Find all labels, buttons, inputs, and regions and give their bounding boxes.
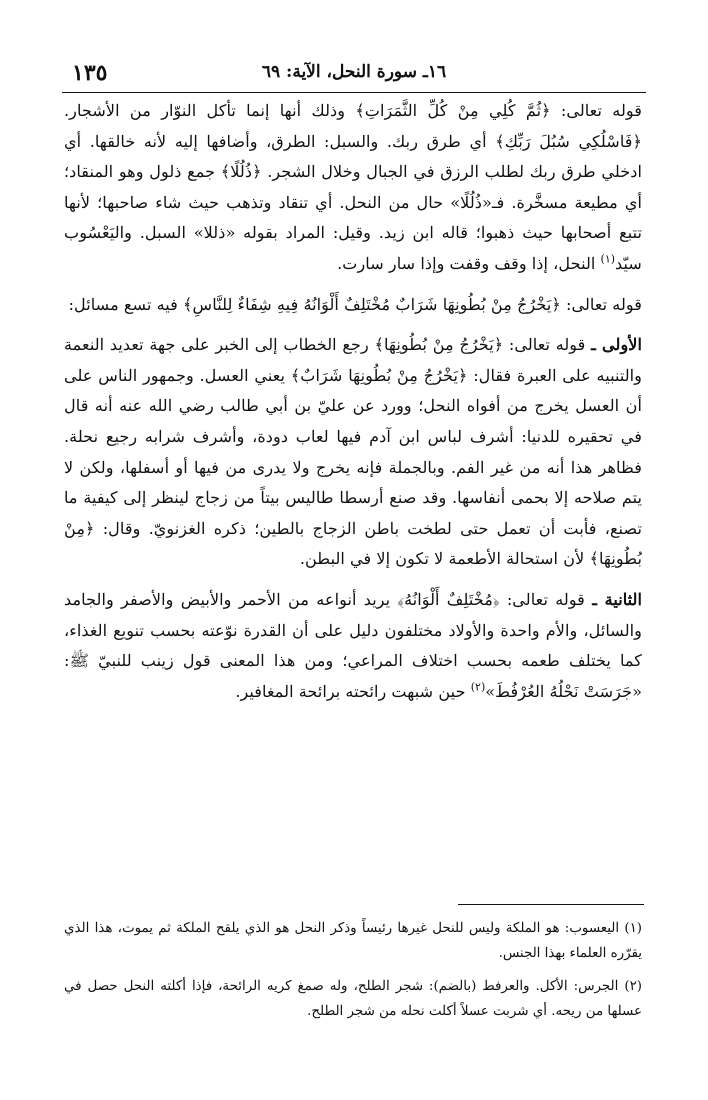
footnotes [64,916,642,1032]
paragraph-3-text: قوله تعالى: ﴿يَخْرُجُ مِنْ بُطُونِهَا﴾ رجع الخطاب إلى الخبر على جهة تعديد النعمة والتنبيه على العبرة فقال: ﴿يَخْرُجُ مِنْ بُطُونِهَا شَرَابٌ﴾ يعني العسل. وجمهور الناس على أن العسل يخرج من أفواه النحل؛ وورد عن عليّ بن أبي طالب رضي الله عنه أنه قال في تحقيره للدنيا: أشرف لباس ابن آدم فيها لعاب دودة، وأشرف شرابه رجيع نحلة. فظاهر هذا أنه من غير الفم. وبالجملة فإنه يخرج ولا يدرى من فيها أو أسفلها، ولكن لا يتم صلاحه إلا بحمى أنفاسها. وقد صنع أرسطا طاليس بيتاً من زجاج لينظر إلى كيفية ما تصنع، فأبت أن تعمل حتى لطخت باطن الزجاج بالطين؛ ذكره الغزنويّ. وقال: ﴿مِنْ بُطُونِهَا﴾ لأن استحالة الأطعمة لا تكون إلا في البطن. [64,335,642,569]
running-title: ١٦ـ سورة النحل، الآية: ٦٩ [261,62,447,82]
footnote-ref-1[interactable]: (١) [600,252,616,266]
page-header [62,58,646,93]
paragraph-4 [64,585,642,707]
paragraph-3-lead: الأولى ـ [591,335,642,355]
paragraph-1-text: قوله تعالى: ﴿ثُمَّ كُلِي مِنْ كُلِّ الثَّمَرَاتِ﴾ وذلك أنها إنما تأكل النوّار من الأشجار. ﴿فَاسْلُكِي سُبُلَ رَبِّكِ﴾ أي طرق ربك. والسبل: الطرق، وأضافها إليه لأنه خالقها. أي ادخلي طرق ربك لطلب الرزق في الجبال وخلال الشجر. ﴿ذُلُلًا﴾ جمع ذلول وهو المنقاد؛ أي مطيعة مسخَّرة. فـ«ذُلُلًا» حال من النحل. أي تنقاد وتذهب حيث شاء صاحبها؛ لأنها تتبع أصحابها حيث ذهبوا؛ قاله ابن زيد. وقيل: المراد بقوله «ذللا» السبل. واليَعْسُوب سيّد [64,101,642,273]
footnote-ref-2[interactable]: (٢) [470,680,486,694]
footnote-2: (٢) الجرس: الأكل. والعرفط (بالضم): شجر الطلح، وله صمغ كريه الرائحة، فإذا أكلته النحل حصل في عسلها من ريحه. أي شربت عسلاً أكلت نحله من شجر الطلح. [64,979,642,1019]
paragraph-2: قوله تعالى: ﴿يَخْرُجُ مِنْ بُطُونِهَا شَرَابٌ مُخْتَلِفٌ أَلْوَانُهُ فِيهِ شِفَاءٌ لِلنَّاسِ﴾ فيه تسع مسائل: [68,294,642,314]
main-text [64,96,642,707]
footnote-1: (١) اليعسوب: هو الملكة وليس للنحل غيرها رئيساً وذكر النحل هو الذي يلقح الملكة ثم يموت، هذا الذي يقرّره العلماء بهذا الجنس. [64,921,642,961]
paragraph-4-tail: حين شبهت رائحته برائحة المغافير. [235,681,471,701]
paragraph-3 [64,330,642,575]
paragraph-1 [64,96,642,280]
paragraph-1-tail: النحل، إذا وقف وقفت وإذا سار سارت. [337,253,601,273]
paragraph-4-text: قوله تعالى: ﴿مُخْتَلِفٌ أَلْوَانُهُ﴾ يريد أنواعه من الأحمر والأبيض والأصفر والجامد والسائل، والأم واحدة والأولاد مختلفون دليل على أن القدرة نوّعته بحسب تنويع الغذاء، كما يختلف طعمه بحسب اختلاف المراعي؛ ومن هذا المعنى قول زينب للنبيّ ﷺ: «جَرَسَتْ نَحْلُهُ العُرْفُطَ» [64,589,642,701]
footnote-divider [458,904,644,905]
paragraph-4-lead: الثانية ـ [592,589,642,609]
page-number: ١٣٥ [72,60,108,86]
